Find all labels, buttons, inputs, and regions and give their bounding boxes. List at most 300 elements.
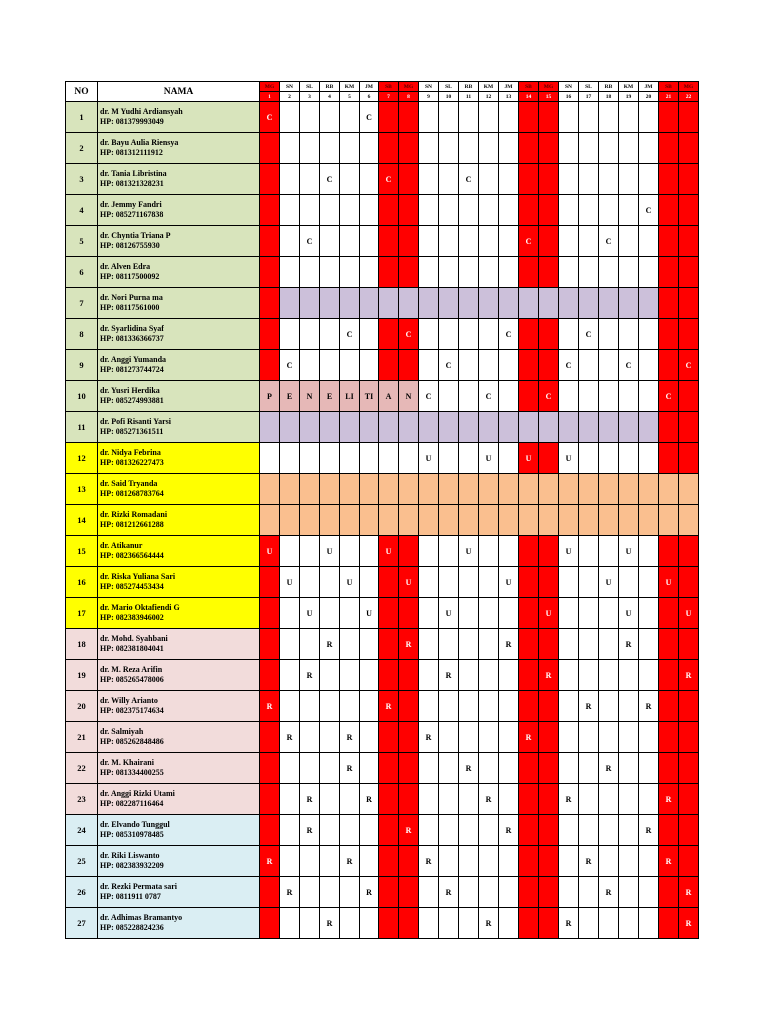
table-row: [66, 505, 699, 536]
doctor-cell: [98, 753, 260, 784]
shift-cell: [479, 846, 499, 877]
shift-code: R: [599, 877, 619, 908]
doctor-cell: [98, 660, 260, 691]
shift-cell: [519, 133, 539, 164]
doctor-cell: [98, 908, 260, 939]
day-number-header: 8: [399, 92, 419, 102]
shift-cell: [619, 784, 639, 815]
table-row: [66, 288, 699, 319]
shift-cell: [619, 474, 639, 505]
shift-cell: [639, 381, 659, 412]
shift-cell: [519, 381, 539, 412]
row-number: 16: [66, 567, 98, 598]
shift-cell: [260, 226, 280, 257]
day-number-header: 9: [419, 92, 439, 102]
shift-cell: [439, 257, 459, 288]
doctor-name: dr. Rizki Romadani: [100, 510, 168, 519]
shift-cell: [519, 350, 539, 381]
doctor-cell: [98, 598, 260, 629]
shift-cell: [379, 629, 399, 660]
shift-cell: [679, 133, 699, 164]
shift-cell: [379, 257, 399, 288]
table-row: [66, 257, 699, 288]
shift-cell: [559, 598, 579, 629]
shift-cell: [320, 722, 340, 753]
shift-cell: [399, 660, 419, 691]
shift-cell: [519, 474, 539, 505]
shift-cell: [539, 288, 559, 319]
shift-cell: [260, 629, 280, 660]
doctor-phone: HP: 081336366737: [100, 334, 164, 343]
doctor-name: dr. Riki Liswanto: [100, 851, 160, 860]
table-row: [66, 660, 699, 691]
shift-cell: [659, 133, 679, 164]
shift-cell: [260, 784, 280, 815]
shift-cell: [679, 288, 699, 319]
doctor-cell: [98, 381, 260, 412]
doctor-name: dr. M Yudhi Ardiansyah: [100, 107, 183, 116]
shift-code: U: [260, 536, 280, 567]
shift-cell: [340, 443, 360, 474]
shift-cell: [280, 319, 300, 350]
shift-cell: [419, 877, 439, 908]
shift-cell: [679, 815, 699, 846]
shift-cell: [519, 846, 539, 877]
shift-cell: [579, 381, 599, 412]
shift-cell: [619, 102, 639, 133]
doctor-name: dr. M. Reza Arifin: [100, 665, 163, 674]
shift-cell: [479, 536, 499, 567]
doctor-phone: HP: 085271167838: [100, 210, 164, 219]
shift-code: C: [599, 226, 619, 257]
shift-cell: [260, 257, 280, 288]
day-number-header: 10: [439, 92, 459, 102]
shift-cell: [659, 412, 679, 443]
shift-cell: [300, 567, 320, 598]
shift-cell: [539, 567, 559, 598]
shift-cell: [439, 474, 459, 505]
shift-cell: [419, 257, 439, 288]
shift-cell: [260, 412, 280, 443]
row-number: 24: [66, 815, 98, 846]
shift-cell: [479, 567, 499, 598]
shift-cell: [479, 753, 499, 784]
doctor-name: dr. Yusri Herdika: [100, 386, 160, 395]
shift-cell: [559, 505, 579, 536]
row-number: 17: [66, 598, 98, 629]
shift-cell: [340, 288, 360, 319]
shift-cell: [479, 195, 499, 226]
shift-cell: [499, 381, 519, 412]
shift-cell: [499, 474, 519, 505]
shift-cell: [599, 381, 619, 412]
table-row: [66, 815, 699, 846]
shift-code: R: [320, 629, 340, 660]
shift-cell: [599, 350, 619, 381]
shift-cell: [559, 753, 579, 784]
shift-cell: [280, 815, 300, 846]
shift-cell: [419, 629, 439, 660]
shift-cell: [360, 815, 379, 846]
doctor-name: dr. Jemmy Fandri: [100, 200, 162, 209]
shift-cell: [340, 505, 360, 536]
shift-cell: [399, 722, 419, 753]
shift-cell: [479, 412, 499, 443]
shift-cell: [479, 133, 499, 164]
shift-cell: [439, 195, 459, 226]
shift-cell: [519, 257, 539, 288]
day-number-header: 13: [499, 92, 519, 102]
shift-cell: [379, 598, 399, 629]
doctor-cell: [98, 443, 260, 474]
shift-cell: [539, 846, 559, 877]
shift-cell: [300, 536, 320, 567]
shift-cell: [419, 102, 439, 133]
shift-code: R: [519, 722, 539, 753]
shift-cell: [260, 164, 280, 195]
shift-cell: [579, 722, 599, 753]
shift-cell: [340, 102, 360, 133]
shift-cell: [340, 629, 360, 660]
table-row: [66, 629, 699, 660]
shift-cell: [659, 691, 679, 722]
day-number-header: 7: [379, 92, 399, 102]
shift-cell: [300, 722, 320, 753]
shift-cell: [320, 350, 340, 381]
shift-cell: [519, 629, 539, 660]
shift-cell: [340, 691, 360, 722]
shift-cell: [619, 288, 639, 319]
shift-code: U: [479, 443, 499, 474]
shift-cell: [499, 350, 519, 381]
shift-cell: [300, 474, 320, 505]
doctor-phone: HP: 082375174634: [100, 706, 164, 715]
shift-cell: [320, 133, 340, 164]
day-number-header: 14: [519, 92, 539, 102]
shift-cell: [639, 412, 659, 443]
shift-cell: [639, 474, 659, 505]
shift-cell: [360, 195, 379, 226]
shift-cell: [320, 815, 340, 846]
shift-cell: [320, 195, 340, 226]
shift-cell: [639, 629, 659, 660]
shift-cell: [499, 660, 519, 691]
day-name-header: SB: [379, 82, 399, 92]
shift-cell: [539, 350, 559, 381]
shift-cell: [559, 133, 579, 164]
shift-cell: [679, 257, 699, 288]
row-number: 1: [66, 102, 98, 133]
doctor-name: dr. Rezki Permata sari: [100, 882, 178, 891]
doctor-phone: HP: 085274993881: [100, 396, 164, 405]
shift-cell: [599, 474, 619, 505]
doctor-cell: [98, 288, 260, 319]
shift-cell: [360, 133, 379, 164]
shift-cell: [280, 288, 300, 319]
shift-cell: [360, 505, 379, 536]
shift-cell: [579, 443, 599, 474]
shift-code: P: [260, 381, 280, 412]
shift-cell: [639, 877, 659, 908]
shift-cell: [340, 598, 360, 629]
shift-cell: [499, 598, 519, 629]
shift-cell: [539, 164, 559, 195]
doctor-phone: HP: 081326227473: [100, 458, 164, 467]
shift-cell: [579, 257, 599, 288]
shift-cell: [559, 164, 579, 195]
shift-cell: [379, 195, 399, 226]
shift-cell: [679, 629, 699, 660]
shift-cell: [479, 660, 499, 691]
shift-cell: [599, 536, 619, 567]
day-number-header: 15: [539, 92, 559, 102]
row-number: 27: [66, 908, 98, 939]
shift-cell: [679, 319, 699, 350]
day-number-header: 4: [320, 92, 340, 102]
table-row: [66, 319, 699, 350]
shift-cell: [659, 629, 679, 660]
doctor-cell: [98, 784, 260, 815]
shift-cell: [639, 505, 659, 536]
shift-cell: [399, 691, 419, 722]
shift-cell: [539, 629, 559, 660]
shift-cell: [619, 505, 639, 536]
shift-cell: [260, 288, 280, 319]
table-row: [66, 133, 699, 164]
shift-cell: [439, 443, 459, 474]
doctor-name: dr. Tania Libristina: [100, 169, 167, 178]
doctor-cell: [98, 195, 260, 226]
doctor-phone: HP: 081212661288: [100, 520, 164, 529]
shift-cell: [459, 102, 479, 133]
doctor-name: dr. Willy Arianto: [100, 696, 158, 705]
shift-cell: [599, 288, 619, 319]
shift-code: A: [379, 381, 399, 412]
shift-cell: [360, 474, 379, 505]
shift-code: R: [679, 908, 699, 939]
shift-code: LI: [340, 381, 360, 412]
shift-code: N: [399, 381, 419, 412]
shift-cell: [300, 412, 320, 443]
row-number: 4: [66, 195, 98, 226]
shift-cell: [459, 722, 479, 753]
shift-code: U: [459, 536, 479, 567]
shift-cell: [260, 505, 280, 536]
doctor-phone: HP: 085310978485: [100, 830, 164, 839]
doctor-name: dr. Said Tryanda: [100, 479, 158, 488]
shift-cell: [519, 815, 539, 846]
shift-cell: [599, 412, 619, 443]
shift-cell: [559, 288, 579, 319]
shift-code: C: [340, 319, 360, 350]
shift-cell: [399, 877, 419, 908]
shift-cell: [340, 784, 360, 815]
shift-cell: [320, 102, 340, 133]
shift-cell: [399, 226, 419, 257]
table-row: [66, 722, 699, 753]
doctor-cell: [98, 846, 260, 877]
shift-cell: [639, 133, 659, 164]
shift-cell: [619, 815, 639, 846]
shift-cell: [659, 164, 679, 195]
shift-cell: [599, 133, 619, 164]
day-name-header: SB: [519, 82, 539, 92]
shift-cell: [379, 908, 399, 939]
shift-cell: [300, 908, 320, 939]
shift-cell: [459, 319, 479, 350]
shift-cell: [519, 412, 539, 443]
shift-code: R: [579, 691, 599, 722]
shift-cell: [679, 474, 699, 505]
shift-cell: [320, 257, 340, 288]
shift-code: R: [479, 784, 499, 815]
shift-cell: [399, 102, 419, 133]
doctor-name: dr. Adhimas Bramantyo: [100, 913, 183, 922]
day-name-header: MG: [260, 82, 280, 92]
day-name-header: SL: [300, 82, 320, 92]
shift-cell: [619, 257, 639, 288]
day-number-header: 5: [340, 92, 360, 102]
shift-cell: [399, 908, 419, 939]
shift-code: C: [459, 164, 479, 195]
shift-cell: [459, 412, 479, 443]
header-nama: NAMA: [98, 82, 260, 102]
doctor-cell: [98, 350, 260, 381]
shift-code: E: [320, 381, 340, 412]
doctor-cell: [98, 412, 260, 443]
shift-cell: [599, 598, 619, 629]
shift-cell: [280, 598, 300, 629]
shift-cell: [659, 598, 679, 629]
shift-cell: [360, 908, 379, 939]
doctor-phone: HP: 08117561000: [100, 303, 160, 312]
shift-cell: [619, 660, 639, 691]
header-no: NO: [66, 82, 98, 102]
day-name-header: JM: [360, 82, 379, 92]
shift-cell: [639, 257, 659, 288]
shift-cell: [639, 102, 659, 133]
shift-cell: [639, 722, 659, 753]
shift-cell: [300, 443, 320, 474]
shift-cell: [360, 753, 379, 784]
shift-cell: [479, 288, 499, 319]
shift-cell: [539, 319, 559, 350]
shift-cell: [399, 257, 419, 288]
shift-cell: [419, 133, 439, 164]
shift-cell: [659, 319, 679, 350]
shift-cell: [260, 443, 280, 474]
shift-code: C: [539, 381, 559, 412]
shift-cell: [300, 133, 320, 164]
day-number-header: 18: [599, 92, 619, 102]
shift-cell: [639, 598, 659, 629]
shift-cell: [639, 660, 659, 691]
doctor-phone: HP: 085265478006: [100, 675, 164, 684]
doctor-cell: [98, 474, 260, 505]
shift-cell: [659, 815, 679, 846]
shift-code: C: [360, 102, 379, 133]
shift-cell: [379, 505, 399, 536]
shift-code: C: [679, 350, 699, 381]
table-row: [66, 877, 699, 908]
shift-cell: [320, 753, 340, 784]
shift-cell: [479, 164, 499, 195]
shift-cell: [479, 319, 499, 350]
shift-cell: [360, 846, 379, 877]
shift-cell: [280, 691, 300, 722]
shift-code: R: [300, 784, 320, 815]
shift-cell: [539, 505, 559, 536]
shift-cell: [679, 164, 699, 195]
doctor-name: dr. Pofi Risanti Yarsi: [100, 417, 171, 426]
shift-cell: [499, 257, 519, 288]
shift-cell: [399, 536, 419, 567]
shift-cell: [479, 474, 499, 505]
shift-cell: [539, 412, 559, 443]
shift-cell: [599, 319, 619, 350]
shift-cell: [499, 846, 519, 877]
shift-cell: [360, 319, 379, 350]
shift-cell: [539, 536, 559, 567]
shift-cell: [579, 288, 599, 319]
shift-cell: [300, 257, 320, 288]
day-number-header: 12: [479, 92, 499, 102]
shift-cell: [619, 722, 639, 753]
shift-cell: [399, 412, 419, 443]
shift-cell: [619, 226, 639, 257]
day-name-header: JM: [639, 82, 659, 92]
doctor-cell: [98, 505, 260, 536]
table-row: [66, 350, 699, 381]
shift-cell: [459, 505, 479, 536]
shift-cell: [379, 567, 399, 598]
shift-cell: [459, 443, 479, 474]
table-row: [66, 102, 699, 133]
shift-cell: [459, 846, 479, 877]
shift-cell: [320, 598, 340, 629]
day-number-header: 2: [280, 92, 300, 102]
schedule-table: [65, 81, 699, 939]
shift-cell: [659, 505, 679, 536]
shift-cell: [579, 567, 599, 598]
shift-cell: [599, 257, 619, 288]
shift-cell: [459, 598, 479, 629]
shift-cell: [539, 877, 559, 908]
shift-cell: [360, 164, 379, 195]
shift-cell: [439, 753, 459, 784]
shift-code: U: [659, 567, 679, 598]
shift-cell: [619, 195, 639, 226]
shift-cell: [320, 474, 340, 505]
shift-code: C: [559, 350, 579, 381]
shift-cell: [599, 443, 619, 474]
shift-cell: [499, 412, 519, 443]
shift-code: C: [499, 319, 519, 350]
shift-cell: [379, 815, 399, 846]
doctor-phone: HP: 082383932209: [100, 861, 164, 870]
shift-cell: [519, 691, 539, 722]
shift-cell: [419, 598, 439, 629]
shift-cell: [559, 381, 579, 412]
shift-code: R: [559, 908, 579, 939]
shift-code: R: [300, 660, 320, 691]
shift-cell: [419, 319, 439, 350]
shift-cell: [619, 133, 639, 164]
shift-cell: [579, 815, 599, 846]
shift-code: R: [260, 691, 280, 722]
shift-code: R: [399, 629, 419, 660]
shift-cell: [459, 691, 479, 722]
